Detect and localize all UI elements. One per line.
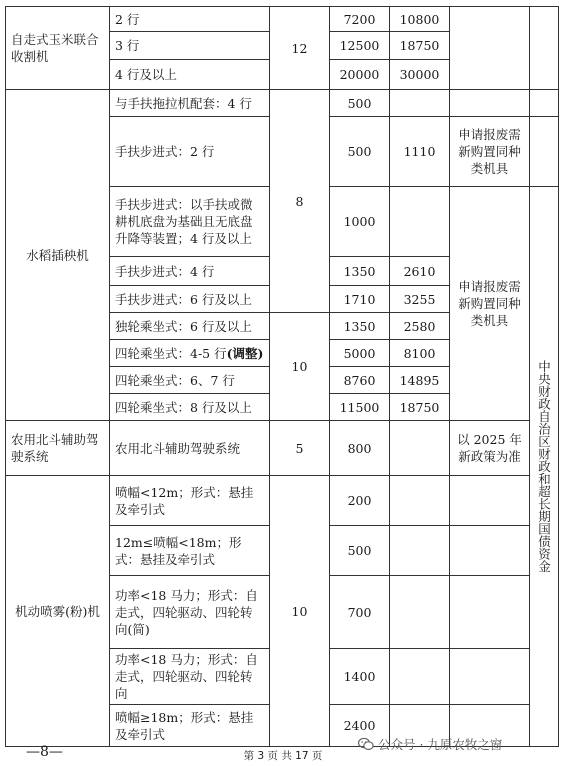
value-cell — [390, 421, 450, 476]
blank-cell — [530, 7, 559, 90]
value-cell: 1400 — [330, 649, 390, 705]
spec-cell: 2 行 — [110, 7, 270, 32]
note-cell — [450, 526, 530, 576]
years-cell: 5 — [270, 421, 330, 476]
value-cell — [390, 649, 450, 705]
spec-cell: 四轮乘坐式：8 行及以上 — [110, 394, 270, 421]
value-cell: 11500 — [330, 394, 390, 421]
value-cell: 500 — [330, 90, 390, 117]
value-cell: 30000 — [390, 60, 450, 90]
note-cell: 申请报废需新购置同种类机具 — [450, 117, 530, 187]
value-cell: 8760 — [330, 367, 390, 394]
wechat-icon — [358, 737, 374, 751]
value-cell — [390, 187, 450, 257]
spec-cell: 独轮乘坐式：6 行及以上 — [110, 313, 270, 340]
note-cell — [450, 476, 530, 526]
value-cell: 7200 — [330, 7, 390, 32]
years-cell: 10 — [270, 313, 330, 421]
blank-cell — [530, 90, 559, 117]
spec-cell — [110, 340, 270, 367]
value-cell: 1710 — [330, 286, 390, 313]
value-cell: 500 — [330, 117, 390, 187]
spec-cell: 4 行及以上 — [110, 60, 270, 90]
value-cell: 5000 — [330, 340, 390, 367]
category-cell: 机动喷雾(粉)机 — [6, 476, 110, 747]
value-cell: 2400 — [330, 705, 390, 747]
value-cell: 20000 — [330, 60, 390, 90]
value-cell: 2610 — [390, 257, 450, 286]
spec-cell: 与手扶拖拉机配套：4 行 — [110, 90, 270, 117]
years-cell: 12 — [270, 7, 330, 90]
value-cell: 700 — [330, 576, 390, 649]
spec-cell: 手扶步进式：6 行及以上 — [110, 286, 270, 313]
value-cell: 800 — [330, 421, 390, 476]
spec-text: 四轮乘坐式：4-5 行 — [115, 345, 227, 361]
value-cell: 10800 — [390, 7, 450, 32]
spec-cell: 喷幅<12m；形式：悬挂及牵引式 — [110, 476, 270, 526]
spec-cell: 12m≤喷幅<18m；形式：悬挂及牵引式 — [110, 526, 270, 576]
note-cell — [450, 7, 530, 90]
value-cell: 8100 — [390, 340, 450, 367]
value-cell: 12500 — [330, 32, 390, 60]
spec-cell: 手扶步进式：4 行 — [110, 257, 270, 286]
category-cell: 农用北斗辅助驾驶系统 — [6, 421, 110, 476]
value-cell: 14895 — [390, 367, 450, 394]
note-cell: 申请报废需新购置同种类机具 — [450, 187, 530, 421]
value-cell: 1350 — [330, 257, 390, 286]
blank-cell — [530, 117, 559, 187]
value-cell: 1350 — [330, 313, 390, 340]
spec-cell: 功率<18 马力；形式：自走式，四轮驱动、四轮转向(简) — [110, 576, 270, 649]
page-info: 第 3 页 共 17 页 — [243, 750, 323, 762]
note-cell — [450, 649, 530, 705]
value-cell: 3255 — [390, 286, 450, 313]
value-cell — [390, 476, 450, 526]
fund-source-cell: 中央财政自治区财政和超长期国债资金 — [530, 187, 559, 747]
value-cell: 500 — [330, 526, 390, 576]
spec-cell: 功率<18 马力；形式：自走式，四轮驱动、四轮转向 — [110, 649, 270, 705]
value-cell: 1110 — [390, 117, 450, 187]
value-cell: 200 — [330, 476, 390, 526]
spec-cell: 手扶步进式：以手扶或微耕机底盘为基础且无底盘升降等装置；4 行及以上 — [110, 187, 270, 257]
watermark — [358, 735, 502, 753]
spec-cell: 手扶步进式：2 行 — [110, 117, 270, 187]
adjusted-tag: (调整) — [226, 345, 264, 361]
value-cell: 18750 — [390, 394, 450, 421]
spec-cell: 3 行 — [110, 32, 270, 60]
note-cell — [450, 576, 530, 649]
spec-cell: 农用北斗辅助驾驶系统 — [110, 421, 270, 476]
years-cell: 8 — [270, 90, 330, 313]
value-cell — [390, 576, 450, 649]
value-cell: 2580 — [390, 313, 450, 340]
category-cell: 自走式玉米联合收割机 — [6, 7, 110, 90]
subsidy-table — [5, 6, 559, 747]
spec-cell: 喷幅≥18m；形式：悬挂及牵引式 — [110, 705, 270, 747]
note-cell: 以 2025 年新政策为准 — [450, 421, 530, 476]
value-cell — [390, 90, 450, 117]
years-cell: 10 — [270, 476, 330, 747]
category-cell: 水稻插秧机 — [6, 90, 110, 421]
watermark-text: 公众号 · 九原农牧之窗 — [378, 737, 503, 752]
spec-cell: 四轮乘坐式：6、7 行 — [110, 367, 270, 394]
value-cell: 18750 — [390, 32, 450, 60]
value-cell — [390, 526, 450, 576]
value-cell: 1000 — [330, 187, 390, 257]
page-mark: —8— — [26, 744, 63, 760]
note-cell — [450, 90, 530, 117]
